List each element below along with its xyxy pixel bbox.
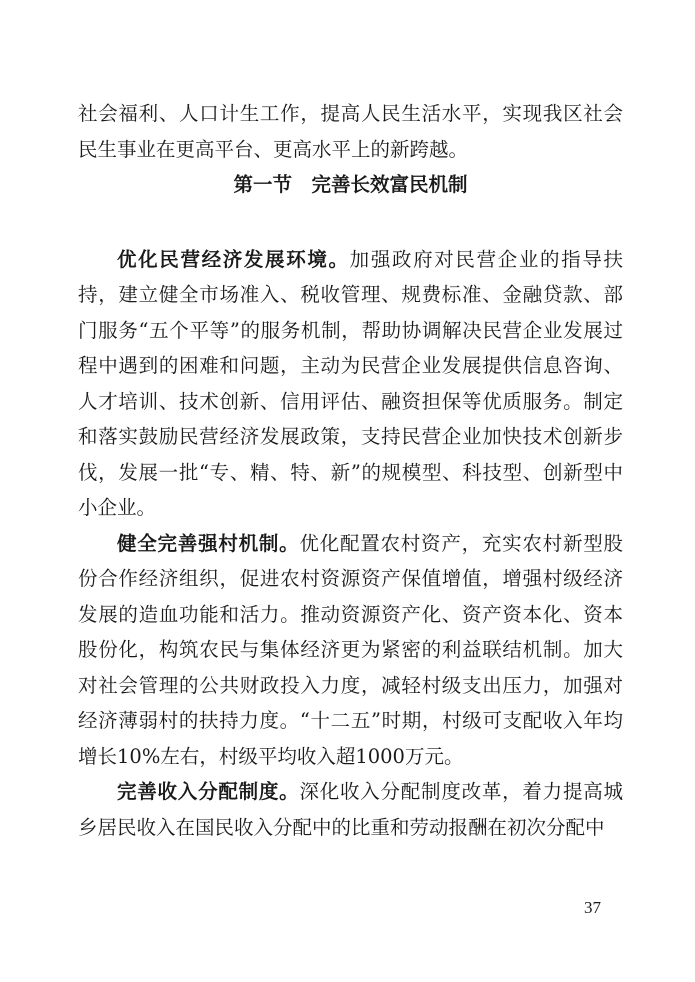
paragraph-body: 加强政府对民营企业的指导扶持，建立健全市场准入、税收管理、规费标准、金融贷款、部门服务“五个平等”的服务机制，帮助协调解决民营企业发展过程中遇到的困难和问题，主动为民营企业发展提供信息咨询、人才培训、技术创新、信用评估、融资担保等优质服务。制定和落实鼓励民营经济发展政策，支持民营企业加快技术创新步伐，发展一批“专、精、特、新”的规模型、科技型、创新型中小企业。	[78, 247, 623, 519]
paragraph-lead: 健全完善强村机制。	[117, 531, 300, 555]
paragraph-body: 优化配置农村资产，充实农村新型股份合作经济组织，促进农村资源资产保值增值，增强村级经济发展的造血功能和活力。推动资源资产化、资产资本化、资本股份化，构筑农民与集体经济更为紧密的利益联结机制。加大对社会管理的公共财政投入力度，减轻村级支出压力，加强对经济薄弱村的扶持力度。“十二五”时期，村级可支配收入年均增长10%左右，村级平均收入超1000万元。	[78, 531, 623, 768]
paragraph-income-distribution	[78, 774, 623, 845]
page-number: 37	[584, 898, 601, 917]
continued-paragraph: 社会福利、人口计生工作，提高人民生活水平，实现我区社会民生事业在更高平台、更高水平上的新跨越。	[78, 102, 623, 161]
paragraph-village-mechanism	[78, 526, 623, 775]
paragraph-private-economy	[78, 242, 623, 526]
paragraph-lead: 优化民营经济发展环境。	[117, 247, 350, 271]
paragraph-body: 深化收入分配制度改革，着力提高城乡居民收入在国民收入分配中的比重和劳动报酬在初次分配中	[78, 780, 623, 839]
document-page	[78, 96, 623, 845]
section-heading: 第一节 完善长效富民机制	[233, 173, 468, 196]
paragraph-lead: 完善收入分配制度。	[117, 780, 300, 803]
